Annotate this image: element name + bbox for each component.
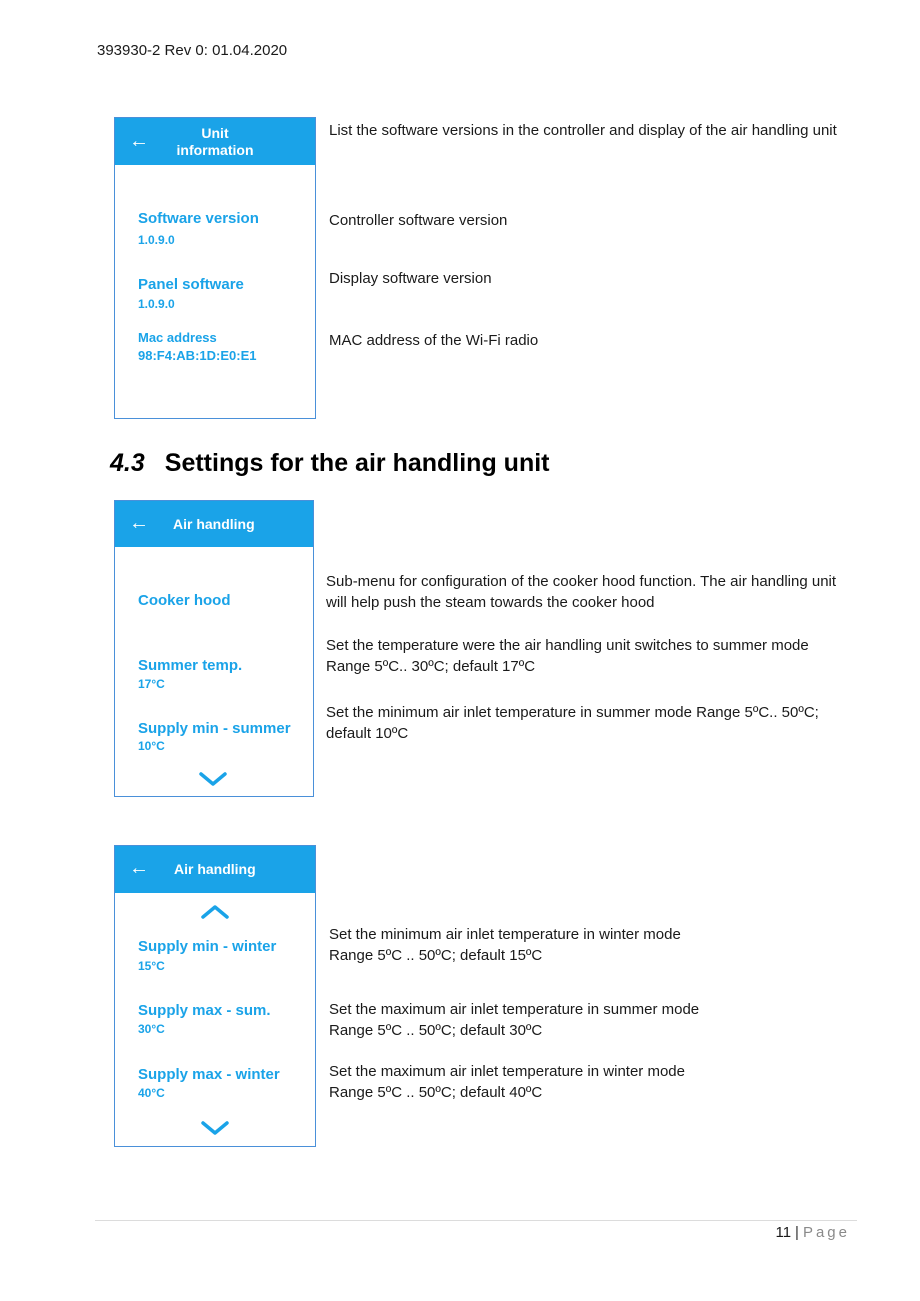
panel-title xyxy=(165,125,265,159)
chevron-down-icon[interactable] xyxy=(199,771,227,787)
panel-header xyxy=(115,501,313,547)
supply-max-winter-desc xyxy=(329,1061,685,1103)
desc-line: Set the maximum air inlet temperature in summer mode xyxy=(329,1001,700,1018)
panel-software-desc: Display software version xyxy=(329,270,492,287)
supply-min-summer-value: 10°C xyxy=(138,739,165,753)
panel-title-line1: Unit xyxy=(201,125,229,141)
panel-software-label[interactable]: Panel software xyxy=(138,276,244,293)
supply-min-winter-value: 15°C xyxy=(138,959,165,973)
section-title: Settings for the air handling unit xyxy=(164,449,550,477)
back-arrow-icon[interactable]: ← xyxy=(129,512,149,534)
desc-line: Set the maximum air inlet temperature in winter mode xyxy=(329,1063,685,1080)
mac-address-value: 98:F4:AB:1D:E0:E1 xyxy=(138,348,257,363)
software-version-label[interactable]: Software version xyxy=(138,210,259,227)
summer-temp-value: 17°C xyxy=(138,677,165,691)
unit-information-panel xyxy=(114,117,316,419)
page-number xyxy=(775,1224,850,1241)
cooker-hood-desc: Sub-menu for configuration of the cooker hood function. The air handling unit will help push the steam towards the cooker hood xyxy=(326,573,837,611)
air-handling-panel-2 xyxy=(114,845,316,1147)
section-number: 4.3 xyxy=(110,449,145,477)
air-handling-panel-1 xyxy=(114,500,314,797)
software-version-value: 1.0.9.0 xyxy=(138,233,175,247)
mac-address-desc: MAC address of the Wi-Fi radio xyxy=(329,332,539,349)
supply-max-winter-label[interactable]: Supply max - winter xyxy=(138,1066,280,1083)
panel-title: Air handling xyxy=(173,516,255,532)
cooker-hood-item[interactable]: Cooker hood xyxy=(138,592,231,609)
chevron-down-icon[interactable] xyxy=(201,1120,229,1136)
supply-max-winter-value: 40°C xyxy=(138,1086,165,1100)
desc-line: Set the minimum air inlet temperature in winter mode xyxy=(329,926,681,943)
software-version-desc: Controller software version xyxy=(329,212,508,229)
summer-temp-desc: Set the temperature were the air handling unit switches to summer mode Range 5ºC.. 30ºC; default 17ºC xyxy=(326,637,809,675)
supply-min-winter-desc xyxy=(329,924,681,966)
supply-min-summer-desc: Set the minimum air inlet temperature in summer mode Range 5ºC.. 50ºC; default 10ºC xyxy=(326,704,819,742)
supply-max-summer-desc xyxy=(329,999,699,1041)
footer-divider xyxy=(95,1220,857,1221)
page-separator: | xyxy=(795,1224,799,1241)
section-heading xyxy=(110,449,549,478)
desc-line: Range 5ºC .. 50ºC; default 30ºC xyxy=(329,1022,543,1039)
desc-line: Range 5ºC .. 50ºC; default 40ºC xyxy=(329,1084,543,1101)
panel-header xyxy=(115,846,315,893)
panel-software-value: 1.0.9.0 xyxy=(138,297,175,311)
back-arrow-icon[interactable]: ← xyxy=(129,130,149,152)
supply-max-summer-value: 30°C xyxy=(138,1022,165,1036)
page-word: Page xyxy=(802,1224,850,1241)
back-arrow-icon[interactable]: ← xyxy=(129,857,149,879)
panel-title: Air handling xyxy=(174,861,256,877)
page-number-value: 11 xyxy=(775,1224,792,1241)
chevron-up-icon[interactable] xyxy=(201,904,229,920)
supply-min-summer-label[interactable]: Supply min - summer xyxy=(138,720,291,737)
document-reference: 393930-2 Rev 0: 01.04.2020 xyxy=(97,42,288,59)
supply-min-winter-label[interactable]: Supply min - winter xyxy=(138,938,277,955)
supply-max-summer-label[interactable]: Supply max - sum. xyxy=(138,1002,271,1019)
panel-title-line2: information xyxy=(176,142,254,158)
desc-line: Range 5ºC .. 50ºC; default 15ºC xyxy=(329,947,543,964)
panel1-intro-desc: List the software versions in the controller and display of the air handling unit xyxy=(329,122,837,139)
mac-address-label: Mac address xyxy=(138,330,217,345)
summer-temp-label[interactable]: Summer temp. xyxy=(138,657,243,674)
panel-header xyxy=(115,118,315,165)
